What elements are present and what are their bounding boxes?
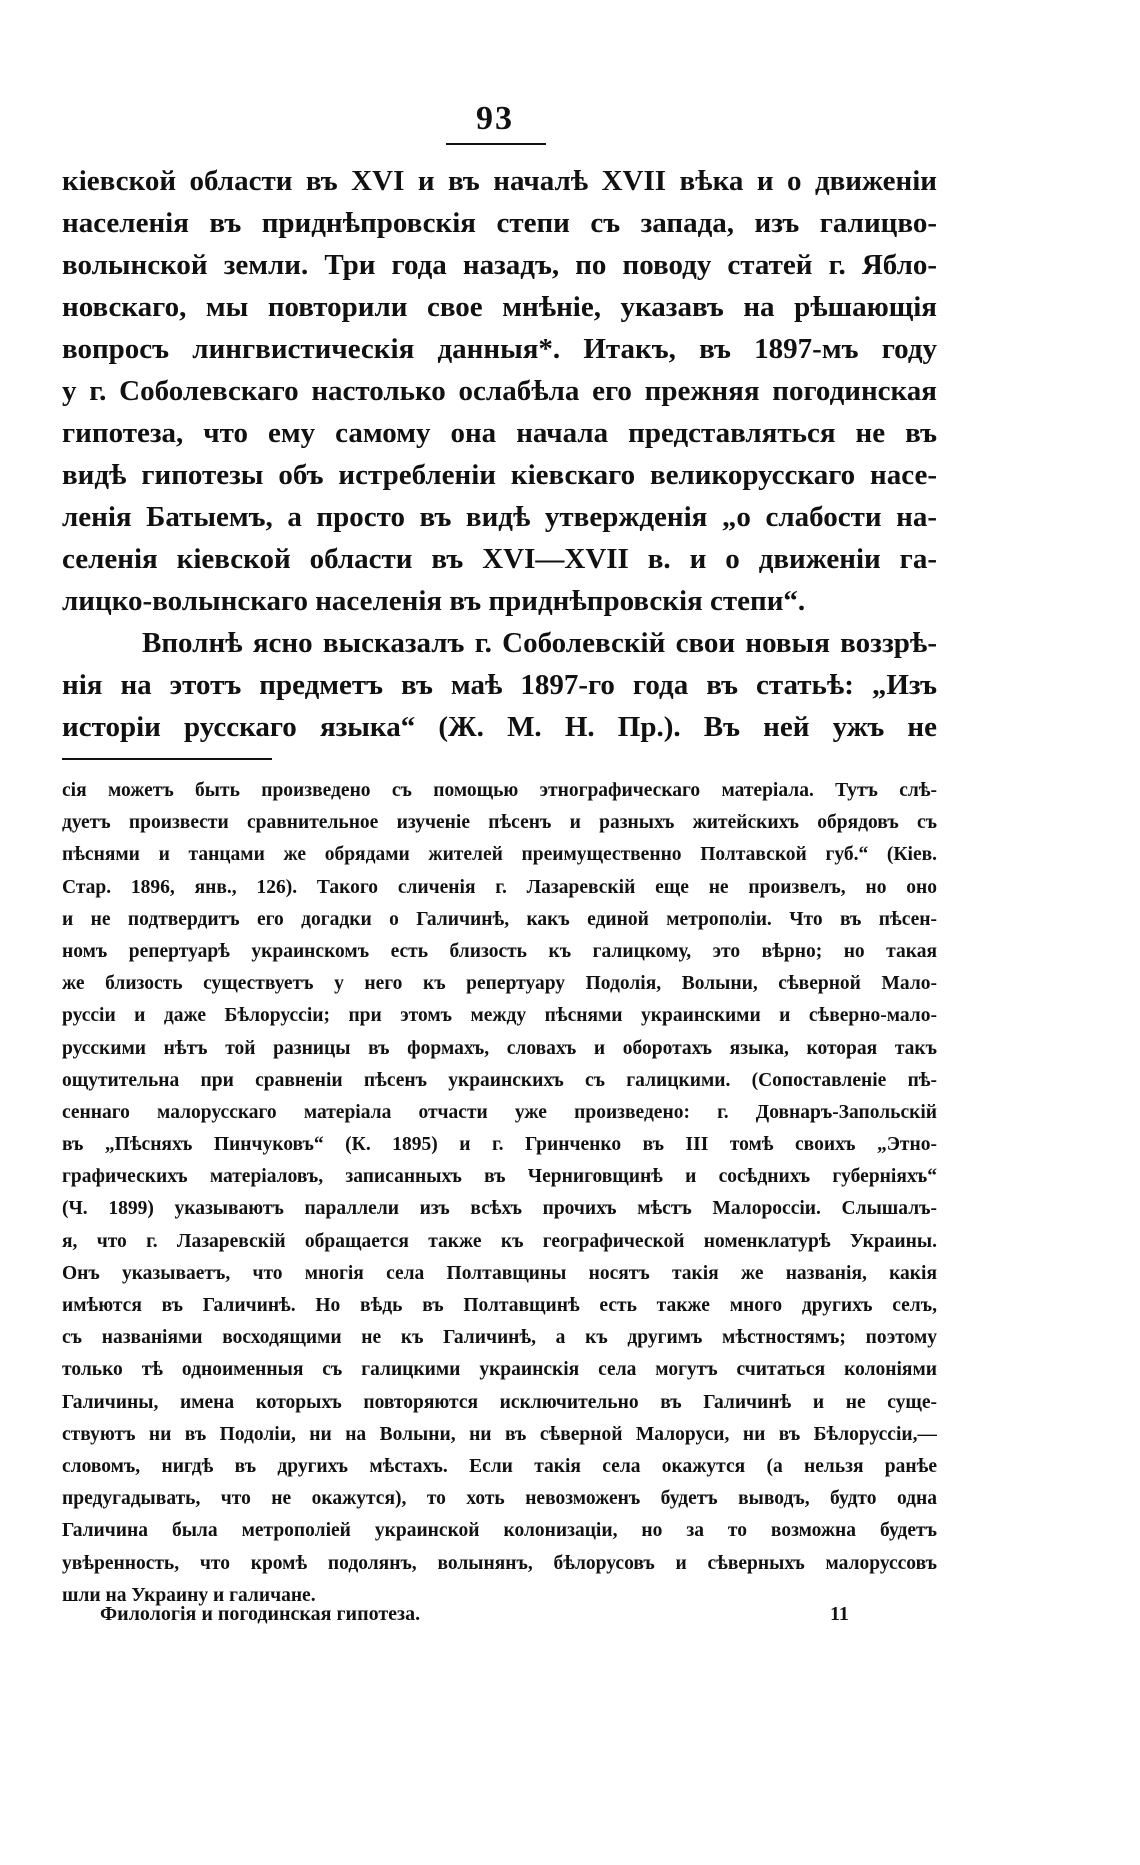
footnote-line: сеннаго малорусскаго матеріала отчасти уже произведено: г. Довнаръ-Запольскій xyxy=(62,1101,937,1123)
text-line: лицко-волынскаго населенія въ приднѣпровскія степи“. xyxy=(62,585,806,617)
footnote-line: сія можетъ быть произведено съ помощью этнографическаго матеріала. Тутъ слѣ- xyxy=(62,780,937,801)
main-text xyxy=(62,160,937,748)
signature-title: Филологія и погодинская гипотеза. xyxy=(100,1603,421,1625)
footnote-line: увѣренность, что кромѣ подолянъ, волынянъ, бѣлорусовъ и сѣверныхъ малоруссовъ xyxy=(62,1552,937,1574)
signature-sheet-number: 11 xyxy=(830,1603,849,1625)
footnote-line: имѣются въ Галичинѣ. Но вѣдь въ Полтавщинѣ есть также много другихъ селъ, xyxy=(62,1295,937,1316)
footnote-line: предугадывать, что не окажутся), то хоть невозможенъ будетъ выводъ, будто одна xyxy=(62,1488,937,1510)
text-line: населенія въ приднѣпровскія степи съ запада, изъ галицво- xyxy=(62,207,937,239)
page-number-underline xyxy=(446,143,546,145)
footnote-line: русскими нѣтъ той разницы въ формахъ, словахъ и оборотахъ языка, которая такъ xyxy=(62,1037,937,1059)
text-line: ленія Батыемъ, а просто въ видѣ утвержденія „о слабости на- xyxy=(62,501,937,533)
footnote-line: ощутительна при сравненіи пѣсенъ украинскихъ съ галицкими. (Сопоставленіе пѣ- xyxy=(62,1069,937,1091)
paragraph-start-line: Вполнѣ ясно высказалъ г. Соболевскій свои новыя воззрѣ- xyxy=(142,627,937,659)
text-line: селенія кіевской области въ XVI—XVII в. и о движеніи га- xyxy=(62,543,937,575)
footnote-separator xyxy=(62,758,272,760)
footnote-line: пѣснями и танцами же обрядами жителей преимущественно Полтавской губ.“ (Кіев. xyxy=(62,844,937,866)
footnote-line: дуетъ произвести сравнительное изученіе пѣсенъ и разныхъ житейскихъ обрядовъ съ xyxy=(62,812,937,834)
text-line: кіевской области въ XVI и въ началѣ XVII вѣка и о движеніи xyxy=(62,165,937,197)
text-line: исторіи русскаго языка“ (Ж. М. Н. Пр.). Въ ней ужъ не xyxy=(62,711,937,743)
text-line: у г. Соболевскаго настолько ослабѣла его прежняя погодинская xyxy=(62,375,937,407)
text-line: нія на этотъ предметъ въ маѣ 1897-го года въ статьѣ: „Изъ xyxy=(62,669,937,701)
page-number: 93 xyxy=(476,100,514,137)
footnote-line: въ „Пѣсняхъ Пинчуковъ“ (К. 1895) и г. Гринченко въ III томѣ своихъ „Этно- xyxy=(62,1134,937,1156)
footnote-line: Галичина была метрополіей украинской колонизаціи, но за то возможна будетъ xyxy=(62,1520,937,1542)
text-line: гипотеза, что ему самому она начала представляться не въ xyxy=(62,417,937,449)
text-line: вопросъ лингвистическія данныя*. Итакъ, въ 1897-мъ году xyxy=(62,333,937,365)
footnote-line: же близость существуетъ у него къ репертуару Подолія, Волыни, сѣверной Мало- xyxy=(62,973,937,995)
footnote-line: съ названіями восходящими не къ Галичинѣ, а къ другимъ мѣстностямъ; поэтому xyxy=(62,1327,937,1349)
footnote xyxy=(62,775,937,1612)
footnote-line: я, что г. Лазаревскій обращается также къ географической номенклатурѣ Украины. xyxy=(62,1230,937,1252)
footnote-line: (Ч. 1899) указываютъ параллели изъ всѣхъ прочихъ мѣстъ Малороссіи. Слышалъ- xyxy=(62,1198,937,1220)
footnote-line: Онъ указываетъ, что многія села Полтавщины носятъ такія же названія, какія xyxy=(62,1262,937,1284)
footnote-line: номъ репертуарѣ украинскомъ есть близость къ галицкому, это вѣрно; но такая xyxy=(62,940,937,962)
footnote-line: словомъ, нигдѣ въ другихъ мѣстахъ. Если такія села окажутся (а нельзя ранѣе xyxy=(62,1455,937,1477)
footnote-line: и не подтвердитъ его догадки о Галичинѣ, какъ единой метрополіи. Что въ пѣсен- xyxy=(62,908,937,930)
text-line: волынской земли. Три года назадъ, по поводу статей г. Ябло- xyxy=(62,249,937,281)
printer-signature xyxy=(100,1597,930,1631)
text-line: новскаго, мы повторили свое мнѣніе, указавъ на рѣшающія xyxy=(62,291,937,323)
footnote-line: графическихъ матеріаловъ, записанныхъ въ Черниговщинѣ и сосѣднихъ губерніяхъ“ xyxy=(62,1166,937,1188)
footnote-line: ствуютъ ни въ Подоліи, ни на Волыни, ни въ сѣверной Малоруси, ни въ Бѣлоруссіи,— xyxy=(62,1423,937,1445)
footnote-line: руссіи и даже Бѣлоруссіи; при этомъ между пѣснями украинскими и сѣверно-мало- xyxy=(62,1005,937,1027)
text-line: видѣ гипотезы объ истребленіи кіевскаго великорусскаго насе- xyxy=(62,459,937,491)
footnote-line: только тѣ одноименныя съ галицкими украинскія села могутъ считаться колоніями xyxy=(62,1359,937,1381)
footnote-line: Стар. 1896, янв., 126). Такого сличенія г. Лазаревскій еще не произвелъ, но оно xyxy=(62,876,937,898)
footnote-line: шли на Украину и галичане. xyxy=(62,1584,316,1606)
footnote-line: Галичины, имена которыхъ повторяются исключительно въ Галичинѣ и не суще- xyxy=(62,1391,937,1413)
